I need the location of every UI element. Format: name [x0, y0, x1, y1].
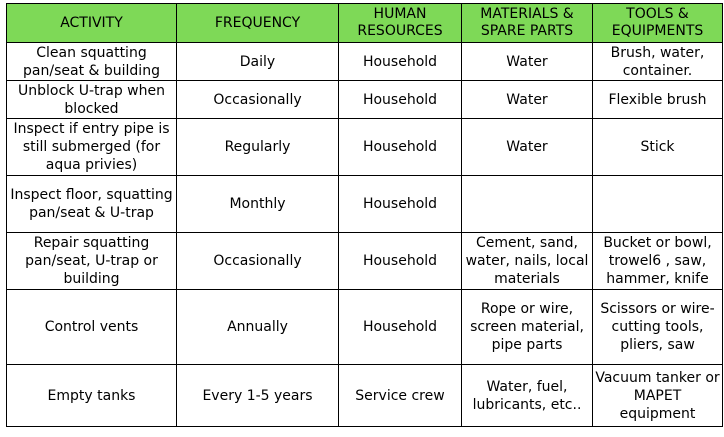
table-row: [7, 365, 723, 427]
activity-cell: Clean squatting pan/seat & building: [7, 43, 177, 81]
table-row: [7, 119, 723, 176]
table-row: [7, 176, 723, 233]
materials-cell: Water: [462, 81, 593, 119]
frequency-cell: Regularly: [177, 119, 339, 176]
tools-cell: Brush, water, container.: [593, 43, 723, 81]
tools-cell: [593, 176, 723, 233]
human-resources-cell: Service crew: [339, 365, 462, 427]
human-resources-cell: Household: [339, 119, 462, 176]
frequency-cell: Daily: [177, 43, 339, 81]
activity-cell: Empty tanks: [7, 365, 177, 427]
frequency-cell: Occasionally: [177, 233, 339, 290]
table-row: [7, 290, 723, 365]
human-resources-cell: Household: [339, 176, 462, 233]
header-tools-equipments: TOOLS & EQUIPMENTS: [593, 4, 723, 43]
table-row: [7, 43, 723, 81]
tools-cell: Scissors or wire-cutting tools, pliers, saw: [593, 290, 723, 365]
tools-cell: Flexible brush: [593, 81, 723, 119]
tools-cell: Stick: [593, 119, 723, 176]
human-resources-cell: Household: [339, 233, 462, 290]
table-row: [7, 81, 723, 119]
frequency-cell: Every 1-5 years: [177, 365, 339, 427]
header-materials-spare-parts: MATERIALS & SPARE PARTS: [462, 4, 593, 43]
human-resources-cell: Household: [339, 81, 462, 119]
activity-cell: Repair squatting pan/seat, U-trap or building: [7, 233, 177, 290]
human-resources-cell: Household: [339, 43, 462, 81]
table-row: [7, 233, 723, 290]
materials-cell: Water: [462, 119, 593, 176]
header-human-resources: HUMAN RESOURCES: [339, 4, 462, 43]
materials-cell: Cement, sand, water, nails, local materials: [462, 233, 593, 290]
activity-cell: Control vents: [7, 290, 177, 365]
materials-cell: [462, 176, 593, 233]
activity-cell: Inspect if entry pipe is still submerged (for aqua privies): [7, 119, 177, 176]
activity-cell: Unblock U-trap when blocked: [7, 81, 177, 119]
maintenance-table: [6, 3, 723, 427]
header-activity: ACTIVITY: [7, 4, 177, 43]
human-resources-cell: Household: [339, 290, 462, 365]
table-header-row: [7, 4, 723, 43]
tools-cell: Bucket or bowl, trowel6 , saw, hammer, knife: [593, 233, 723, 290]
frequency-cell: Annually: [177, 290, 339, 365]
tools-cell: Vacuum tanker or MAPET equipment: [593, 365, 723, 427]
header-frequency: FREQUENCY: [177, 4, 339, 43]
materials-cell: Water: [462, 43, 593, 81]
frequency-cell: Occasionally: [177, 81, 339, 119]
frequency-cell: Monthly: [177, 176, 339, 233]
activity-cell: Inspect floor, squatting pan/seat & U-trap: [7, 176, 177, 233]
materials-cell: Water, fuel, lubricants, etc..: [462, 365, 593, 427]
materials-cell: Rope or wire, screen material, pipe parts: [462, 290, 593, 365]
